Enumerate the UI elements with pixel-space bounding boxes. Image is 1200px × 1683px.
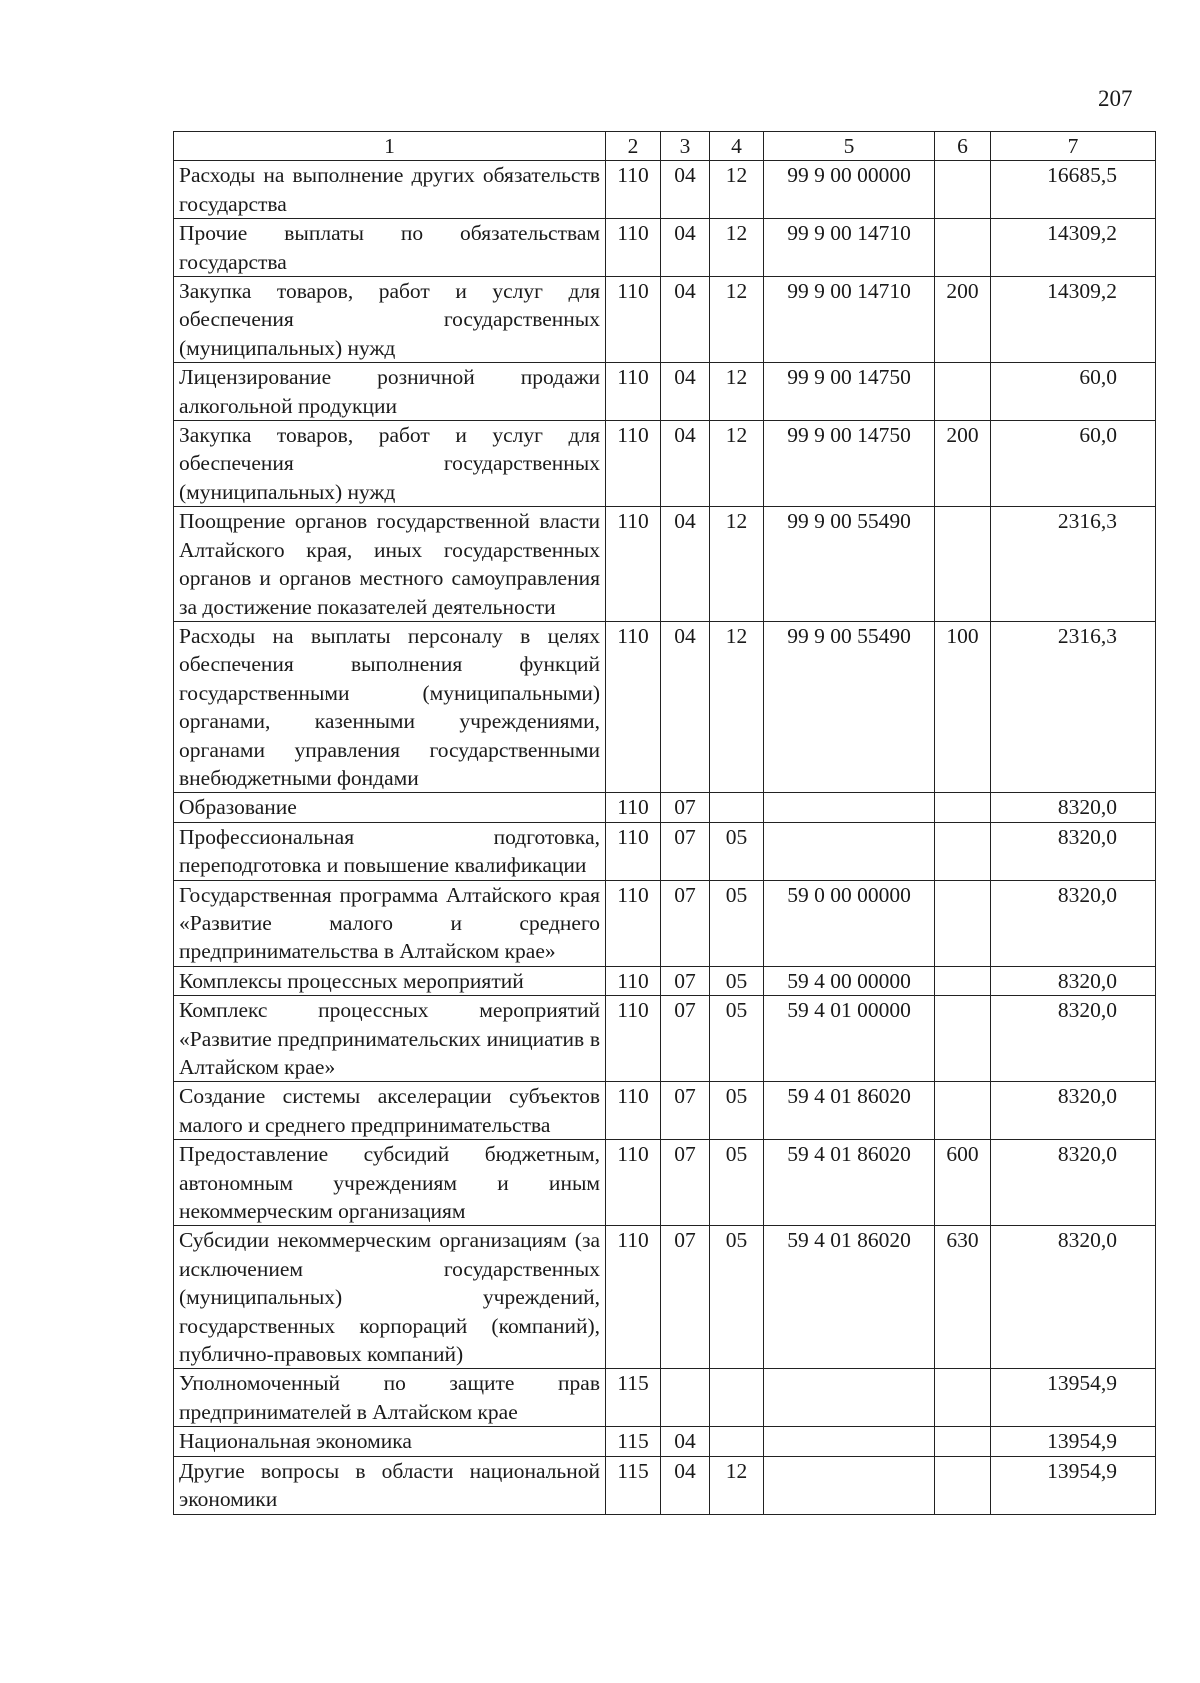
subsection-code-cell: 12 — [710, 1456, 764, 1514]
ministry-code-cell: 110 — [606, 880, 661, 966]
expense-name-cell: Создание системы акселерации субъектов малого и среднего предпринимательства — [174, 1082, 606, 1140]
target-article-cell: 59 4 01 86020 — [764, 1082, 935, 1140]
section-code-cell: 07 — [661, 822, 710, 880]
target-article-cell: 59 4 01 86020 — [764, 1140, 935, 1226]
expense-type-cell — [935, 793, 991, 822]
target-article-cell: 99 9 00 00000 — [764, 161, 935, 219]
amount-cell: 8320,0 — [991, 793, 1156, 822]
amount-cell: 13954,9 — [991, 1456, 1156, 1514]
expense-type-cell — [935, 966, 991, 995]
table-row — [174, 793, 1156, 822]
expense-type-cell — [935, 161, 991, 219]
target-article-cell: 99 9 00 55490 — [764, 621, 935, 792]
expense-name-cell: Комплексы процессных мероприятий — [174, 966, 606, 995]
expense-type-cell — [935, 880, 991, 966]
amount-cell: 13954,9 — [991, 1427, 1156, 1456]
table-row — [174, 996, 1156, 1082]
target-article-cell — [764, 822, 935, 880]
subsection-code-cell: 05 — [710, 1082, 764, 1140]
section-code-cell: 04 — [661, 363, 710, 421]
table-row — [174, 880, 1156, 966]
table-body — [174, 161, 1156, 1514]
ministry-code-cell: 110 — [606, 363, 661, 421]
section-code-cell — [661, 1369, 710, 1427]
target-article-cell: 99 9 00 14710 — [764, 219, 935, 277]
amount-cell: 14309,2 — [991, 219, 1156, 277]
table-row — [174, 1456, 1156, 1514]
section-code-cell: 04 — [661, 1456, 710, 1514]
expense-name-cell: Расходы на выполнение других обязательств государства — [174, 161, 606, 219]
target-article-cell: 99 9 00 14710 — [764, 277, 935, 363]
subsection-code-cell: 12 — [710, 277, 764, 363]
target-article-cell: 59 4 01 86020 — [764, 1226, 935, 1369]
ministry-code-cell: 110 — [606, 621, 661, 792]
subsection-code-cell: 12 — [710, 621, 764, 792]
section-code-cell: 04 — [661, 421, 710, 507]
page-number: 207 — [1098, 86, 1133, 111]
table-row — [174, 822, 1156, 880]
table-row — [174, 219, 1156, 277]
subsection-code-cell — [710, 1427, 764, 1456]
expense-type-cell: 600 — [935, 1140, 991, 1226]
subsection-code-cell: 05 — [710, 822, 764, 880]
table-row — [174, 1427, 1156, 1456]
section-code-cell: 04 — [661, 621, 710, 792]
expense-type-cell — [935, 219, 991, 277]
target-article-cell: 99 9 00 14750 — [764, 363, 935, 421]
ministry-code-cell: 110 — [606, 1082, 661, 1140]
subsection-code-cell: 12 — [710, 421, 764, 507]
expense-type-cell: 200 — [935, 277, 991, 363]
section-code-cell: 04 — [661, 507, 710, 622]
ministry-code-cell: 110 — [606, 1226, 661, 1369]
amount-cell: 14309,2 — [991, 277, 1156, 363]
column-header: 7 — [991, 132, 1156, 161]
amount-cell: 8320,0 — [991, 822, 1156, 880]
column-header: 4 — [710, 132, 764, 161]
table-row — [174, 277, 1156, 363]
expense-type-cell: 630 — [935, 1226, 991, 1369]
section-code-cell: 04 — [661, 277, 710, 363]
target-article-cell: 59 4 01 00000 — [764, 996, 935, 1082]
column-header: 1 — [174, 132, 606, 161]
expense-name-cell: Образование — [174, 793, 606, 822]
column-header: 3 — [661, 132, 710, 161]
section-code-cell: 04 — [661, 161, 710, 219]
amount-cell: 8320,0 — [991, 996, 1156, 1082]
expense-name-cell: Государственная программа Алтайского края «Развитие малого и среднего предпринимательства в Алтайском крае» — [174, 880, 606, 966]
expense-name-cell: Закупка товаров, работ и услуг для обеспечения государственных (муниципальных) нужд — [174, 277, 606, 363]
amount-cell: 8320,0 — [991, 1082, 1156, 1140]
amount-cell: 60,0 — [991, 421, 1156, 507]
expense-name-cell: Поощрение органов государственной власти Алтайского края, иных государственных органов и органов местного самоуправления за достижение показателей деятельности — [174, 507, 606, 622]
table-row — [174, 421, 1156, 507]
expense-name-cell: Комплекс процессных мероприятий «Развитие предпринимательских инициатив в Алтайском крае» — [174, 996, 606, 1082]
subsection-code-cell — [710, 793, 764, 822]
table-row — [174, 1226, 1156, 1369]
amount-cell: 2316,3 — [991, 621, 1156, 792]
section-code-cell: 07 — [661, 996, 710, 1082]
amount-cell: 2316,3 — [991, 507, 1156, 622]
ministry-code-cell: 110 — [606, 219, 661, 277]
section-code-cell: 07 — [661, 1082, 710, 1140]
ministry-code-cell: 110 — [606, 161, 661, 219]
expense-type-cell — [935, 822, 991, 880]
expense-name-cell: Субсидии некоммерческим организациям (за исключением государственных (муниципальных) учреждений, государственных корпораций (компаний), публично-правовых компаний) — [174, 1226, 606, 1369]
subsection-code-cell: 05 — [710, 996, 764, 1082]
column-header: 5 — [764, 132, 935, 161]
expense-name-cell: Прочие выплаты по обязательствам государства — [174, 219, 606, 277]
expense-type-cell — [935, 1369, 991, 1427]
subsection-code-cell: 12 — [710, 507, 764, 622]
expense-type-cell — [935, 1456, 991, 1514]
expense-type-cell — [935, 1082, 991, 1140]
subsection-code-cell: 05 — [710, 880, 764, 966]
expense-name-cell: Национальная экономика — [174, 1427, 606, 1456]
table-row — [174, 621, 1156, 792]
expense-type-cell — [935, 1427, 991, 1456]
expense-type-cell — [935, 363, 991, 421]
subsection-code-cell: 12 — [710, 363, 764, 421]
subsection-code-cell: 12 — [710, 219, 764, 277]
column-header: 2 — [606, 132, 661, 161]
table-row — [174, 1082, 1156, 1140]
ministry-code-cell: 115 — [606, 1369, 661, 1427]
section-code-cell: 07 — [661, 793, 710, 822]
table-row — [174, 161, 1156, 219]
expense-name-cell: Другие вопросы в области национальной экономики — [174, 1456, 606, 1514]
target-article-cell: 59 0 00 00000 — [764, 880, 935, 966]
expense-type-cell — [935, 996, 991, 1082]
target-article-cell: 99 9 00 55490 — [764, 507, 935, 622]
expense-name-cell: Расходы на выплаты персоналу в целях обеспечения выполнения функций государственными (муниципальными) органами, казенными учреждениями, органами управления государственными внебюджетными фондами — [174, 621, 606, 792]
subsection-code-cell: 05 — [710, 1226, 764, 1369]
target-article-cell: 99 9 00 14750 — [764, 421, 935, 507]
ministry-code-cell: 115 — [606, 1427, 661, 1456]
column-header: 6 — [935, 132, 991, 161]
section-code-cell: 07 — [661, 966, 710, 995]
ministry-code-cell: 115 — [606, 1456, 661, 1514]
ministry-code-cell: 110 — [606, 421, 661, 507]
subsection-code-cell: 12 — [710, 161, 764, 219]
ministry-code-cell: 110 — [606, 793, 661, 822]
expense-name-cell: Закупка товаров, работ и услуг для обеспечения государственных (муниципальных) нужд — [174, 421, 606, 507]
amount-cell: 60,0 — [991, 363, 1156, 421]
amount-cell: 8320,0 — [991, 1140, 1156, 1226]
amount-cell: 8320,0 — [991, 966, 1156, 995]
subsection-code-cell — [710, 1369, 764, 1427]
expense-type-cell: 200 — [935, 421, 991, 507]
subsection-code-cell: 05 — [710, 966, 764, 995]
section-code-cell: 04 — [661, 219, 710, 277]
amount-cell: 16685,5 — [991, 161, 1156, 219]
section-code-cell: 07 — [661, 1226, 710, 1369]
ministry-code-cell: 110 — [606, 996, 661, 1082]
section-code-cell: 07 — [661, 880, 710, 966]
ministry-code-cell: 110 — [606, 277, 661, 363]
target-article-cell: 59 4 00 00000 — [764, 966, 935, 995]
target-article-cell — [764, 1456, 935, 1514]
table-row — [174, 966, 1156, 995]
table-header-row — [174, 132, 1156, 161]
expense-name-cell: Лицензирование розничной продажи алкогольной продукции — [174, 363, 606, 421]
ministry-code-cell: 110 — [606, 507, 661, 622]
ministry-code-cell: 110 — [606, 966, 661, 995]
table-row — [174, 507, 1156, 622]
section-code-cell: 07 — [661, 1140, 710, 1226]
table-row — [174, 1369, 1156, 1427]
table-row — [174, 1140, 1156, 1226]
subsection-code-cell: 05 — [710, 1140, 764, 1226]
expense-name-cell: Уполномоченный по защите прав предпринимателей в Алтайском крае — [174, 1369, 606, 1427]
ministry-code-cell: 110 — [606, 1140, 661, 1226]
expense-name-cell: Профессиональная подготовка, переподготовка и повышение квалификации — [174, 822, 606, 880]
table-row — [174, 363, 1156, 421]
amount-cell: 8320,0 — [991, 880, 1156, 966]
ministry-code-cell: 110 — [606, 822, 661, 880]
target-article-cell — [764, 1427, 935, 1456]
amount-cell: 13954,9 — [991, 1369, 1156, 1427]
expense-type-cell — [935, 507, 991, 622]
target-article-cell — [764, 1369, 935, 1427]
target-article-cell — [764, 793, 935, 822]
amount-cell: 8320,0 — [991, 1226, 1156, 1369]
expense-name-cell: Предоставление субсидий бюджетным, автономным учреждениям и иным некоммерческим организациям — [174, 1140, 606, 1226]
section-code-cell: 04 — [661, 1427, 710, 1456]
budget-table — [173, 131, 1156, 1515]
expense-type-cell: 100 — [935, 621, 991, 792]
